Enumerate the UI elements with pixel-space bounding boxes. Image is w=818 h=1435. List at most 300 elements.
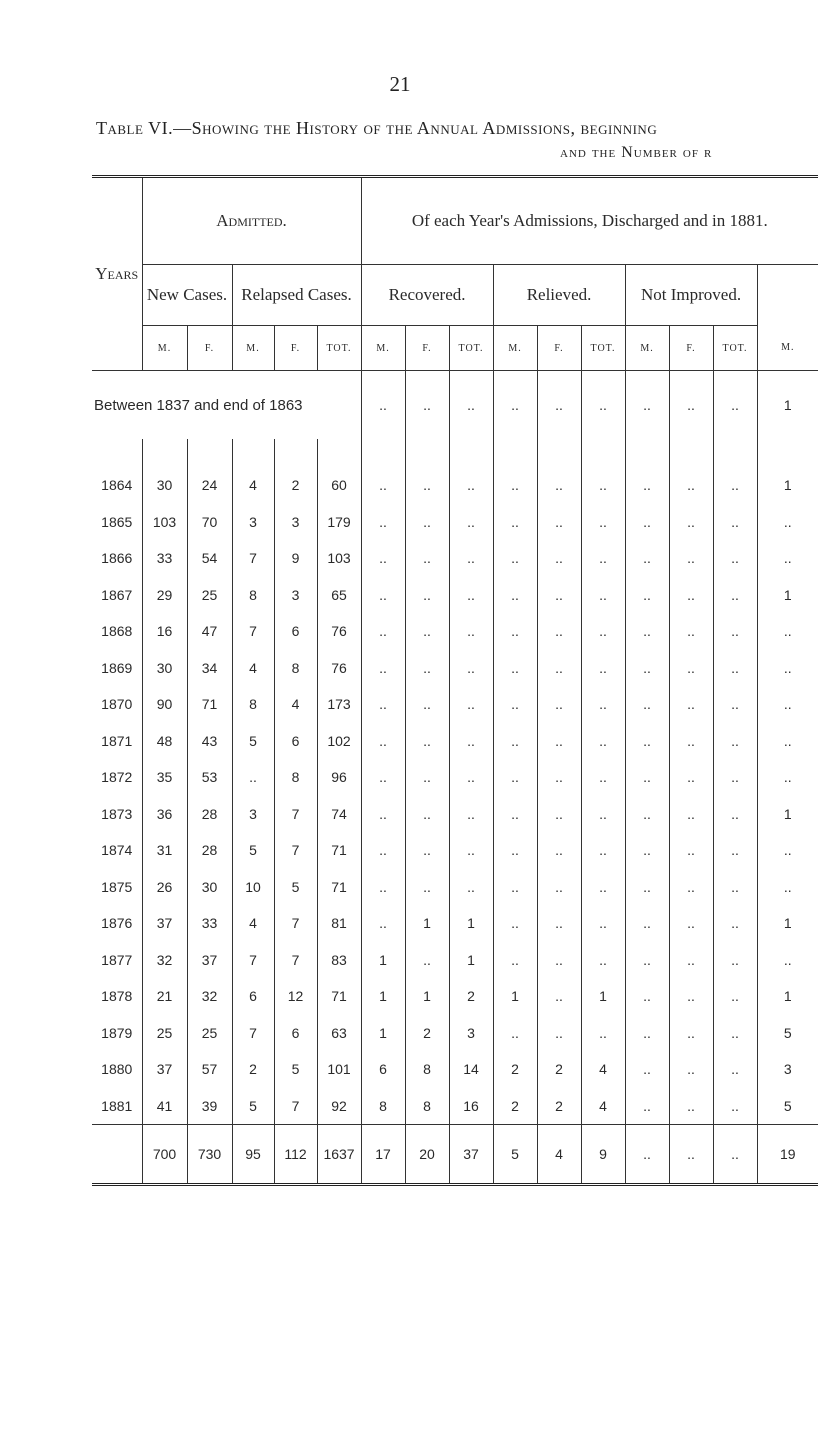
table-cell: 65 xyxy=(317,577,361,614)
table-cell: .. xyxy=(669,723,713,760)
table-cell: .. xyxy=(361,832,405,869)
table-cell: 1 xyxy=(493,978,537,1015)
total-cell: 112 xyxy=(274,1125,317,1185)
table-cell: .. xyxy=(537,723,581,760)
table-cell: .. xyxy=(537,613,581,650)
table-cell: 24 xyxy=(187,467,232,504)
table-cell: .. xyxy=(669,613,713,650)
table-cell: 2 xyxy=(449,978,493,1015)
table-cell: .. xyxy=(625,905,669,942)
table-cell: .. xyxy=(537,540,581,577)
table-cell: .. xyxy=(361,613,405,650)
table-cell: 101 xyxy=(317,1051,361,1088)
table-cell: .. xyxy=(361,686,405,723)
table-cell: 1 xyxy=(405,978,449,1015)
table-cell: .. xyxy=(669,1015,713,1052)
table-cell: 3 xyxy=(449,1015,493,1052)
table-cell: .. xyxy=(581,577,625,614)
between-label: Between 1837 and end of 1863 xyxy=(94,396,303,414)
table-cell: .. xyxy=(361,759,405,796)
table-cell: .. xyxy=(493,504,537,541)
year-cell: 1866 xyxy=(101,550,133,567)
table-cell: 63 xyxy=(317,1015,361,1052)
table-cell: 5 xyxy=(232,723,274,760)
table-cell: .. xyxy=(757,723,818,760)
table-cell: .. xyxy=(669,577,713,614)
table-cell: .. xyxy=(625,1088,669,1125)
table-cell: 76 xyxy=(317,613,361,650)
total-cell: 95 xyxy=(232,1125,274,1185)
table-cell: .. xyxy=(493,942,537,979)
table-cell: 33 xyxy=(142,540,187,577)
between-row xyxy=(92,371,818,440)
year-cell: 1881 xyxy=(101,1097,133,1114)
table-cell: .. xyxy=(581,723,625,760)
table-cell: .. xyxy=(493,371,537,440)
col-m: M. xyxy=(493,326,537,371)
total-cell: .. xyxy=(625,1125,669,1185)
table-cell: 83 xyxy=(317,942,361,979)
table-row xyxy=(92,942,818,979)
table-cell: .. xyxy=(449,577,493,614)
table-cell: .. xyxy=(537,577,581,614)
table-cell: .. xyxy=(405,577,449,614)
table-cell: .. xyxy=(713,467,757,504)
table-row xyxy=(92,978,818,1015)
table-cell: 33 xyxy=(187,905,232,942)
table-cell: .. xyxy=(669,1088,713,1125)
totals-label-cell xyxy=(92,1125,142,1185)
table-cell: .. xyxy=(625,504,669,541)
table-cell: .. xyxy=(449,504,493,541)
table-cell: 5 xyxy=(232,1088,274,1125)
table-cell: .. xyxy=(713,504,757,541)
table-cell: 81 xyxy=(317,905,361,942)
table-cell: .. xyxy=(669,978,713,1015)
table-caption: Table VI.—Showing the History of the Annual Admissions, beginning xyxy=(96,118,658,138)
table-row xyxy=(92,1051,818,1088)
table-row xyxy=(92,869,818,906)
table-cell: 90 xyxy=(142,686,187,723)
col-f: F. xyxy=(274,326,317,371)
table-cell: .. xyxy=(625,686,669,723)
table-cell: .. xyxy=(361,723,405,760)
table-cell: .. xyxy=(449,467,493,504)
table-cell: .. xyxy=(493,577,537,614)
year-cell: 1877 xyxy=(101,951,133,968)
total-cell: 37 xyxy=(449,1125,493,1185)
table-cell: 36 xyxy=(142,796,187,833)
col-m: M. xyxy=(625,326,669,371)
table-cell: 30 xyxy=(142,650,187,687)
table-cell: .. xyxy=(713,1088,757,1125)
table-cell: .. xyxy=(405,504,449,541)
table-cell: 3 xyxy=(274,577,317,614)
table-cell: .. xyxy=(405,540,449,577)
table-cell: .. xyxy=(493,650,537,687)
table-cell: 1 xyxy=(581,978,625,1015)
total-cell: 5 xyxy=(493,1125,537,1185)
table-cell: 5 xyxy=(232,832,274,869)
table-cell: .. xyxy=(449,686,493,723)
table-cell: .. xyxy=(713,1015,757,1052)
table-cell: .. xyxy=(493,759,537,796)
table-cell: 7 xyxy=(274,1088,317,1125)
table-cell: 7 xyxy=(232,1015,274,1052)
not-improved-header: Not Improved. xyxy=(625,265,757,326)
table-cell: .. xyxy=(713,978,757,1015)
year-cell: 1873 xyxy=(101,805,133,822)
table-cell: 57 xyxy=(187,1051,232,1088)
table-cell: .. xyxy=(449,796,493,833)
table-cell: .. xyxy=(493,723,537,760)
table-cell: .. xyxy=(713,371,757,440)
admissions-table xyxy=(92,175,818,1186)
table-cell: 4 xyxy=(581,1051,625,1088)
table-cell: 8 xyxy=(405,1051,449,1088)
table-cell: 32 xyxy=(187,978,232,1015)
table-cell: .. xyxy=(669,371,713,440)
table-cell: .. xyxy=(625,832,669,869)
table-caption-continued: and the Number of r xyxy=(560,144,713,161)
col-f: F. xyxy=(187,326,232,371)
table-cell: 1 xyxy=(361,1015,405,1052)
table-cell: 92 xyxy=(317,1088,361,1125)
spacer-row xyxy=(92,439,818,467)
table-row xyxy=(92,686,818,723)
year-cell: 1878 xyxy=(101,988,133,1005)
year-cell: 1874 xyxy=(101,842,133,859)
table-cell: 96 xyxy=(317,759,361,796)
table-cell: .. xyxy=(581,832,625,869)
table-row xyxy=(92,832,818,869)
table-cell: 7 xyxy=(274,832,317,869)
table-cell: .. xyxy=(361,869,405,906)
table-cell: 8 xyxy=(361,1088,405,1125)
table-cell: 16 xyxy=(449,1088,493,1125)
table-row xyxy=(92,905,818,942)
table-row xyxy=(92,467,818,504)
table-cell: .. xyxy=(537,942,581,979)
table-cell: 30 xyxy=(142,467,187,504)
blank-header xyxy=(757,265,818,326)
relapsed-cases-header: Relapsed Cases. xyxy=(232,265,361,326)
table-cell: 37 xyxy=(187,942,232,979)
table-cell: 71 xyxy=(187,686,232,723)
table-cell: 5 xyxy=(274,1051,317,1088)
table-cell: .. xyxy=(757,869,818,906)
year-cell: 1870 xyxy=(101,696,133,713)
table-cell: 48 xyxy=(142,723,187,760)
table-row xyxy=(92,540,818,577)
admitted-header: Admitted. xyxy=(142,177,361,265)
year-cell: 1872 xyxy=(101,769,133,786)
table-cell: 103 xyxy=(142,504,187,541)
table-cell: 12 xyxy=(274,978,317,1015)
total-cell: .. xyxy=(713,1125,757,1185)
table-cell: .. xyxy=(581,942,625,979)
table-cell: 7 xyxy=(232,540,274,577)
table-cell: 31 xyxy=(142,832,187,869)
year-cell: 1875 xyxy=(101,878,133,895)
table-cell: .. xyxy=(405,759,449,796)
table-cell: .. xyxy=(537,832,581,869)
table-cell: 26 xyxy=(142,869,187,906)
table-cell: .. xyxy=(713,869,757,906)
table-cell: 1 xyxy=(757,371,818,440)
table-cell: 5 xyxy=(757,1088,818,1125)
table-row xyxy=(92,650,818,687)
table-cell: 8 xyxy=(405,1088,449,1125)
table-cell: 39 xyxy=(187,1088,232,1125)
table-cell: .. xyxy=(581,796,625,833)
table-cell: .. xyxy=(581,650,625,687)
table-cell: .. xyxy=(361,467,405,504)
year-cell: 1879 xyxy=(101,1024,133,1041)
table-cell: .. xyxy=(581,371,625,440)
table-cell: 102 xyxy=(317,723,361,760)
table-cell: .. xyxy=(537,686,581,723)
table-cell: .. xyxy=(405,686,449,723)
total-cell: 20 xyxy=(405,1125,449,1185)
table-cell: .. xyxy=(493,540,537,577)
table-cell: 1 xyxy=(361,942,405,979)
year-cell: 1876 xyxy=(101,915,133,932)
table-cell: .. xyxy=(669,759,713,796)
table-cell: .. xyxy=(669,905,713,942)
table-cell: .. xyxy=(757,504,818,541)
table-cell: 74 xyxy=(317,796,361,833)
table-cell: 4 xyxy=(232,650,274,687)
table-cell: .. xyxy=(625,869,669,906)
table-cell: .. xyxy=(625,650,669,687)
table-cell: 3 xyxy=(232,504,274,541)
col-m: M. xyxy=(757,326,818,371)
table-row xyxy=(92,504,818,541)
table-cell: .. xyxy=(405,613,449,650)
table-cell: 70 xyxy=(187,504,232,541)
year-cell: 1880 xyxy=(101,1061,133,1078)
table-cell: .. xyxy=(537,759,581,796)
col-m: M. xyxy=(142,326,187,371)
table-cell: .. xyxy=(232,759,274,796)
table-cell: .. xyxy=(493,905,537,942)
table-cell: 6 xyxy=(274,1015,317,1052)
year-cell: 1868 xyxy=(101,623,133,640)
table-cell: 16 xyxy=(142,613,187,650)
table-cell: 8 xyxy=(274,759,317,796)
table-cell: .. xyxy=(713,540,757,577)
table-cell: .. xyxy=(581,504,625,541)
table-cell: .. xyxy=(713,577,757,614)
table-cell: .. xyxy=(361,650,405,687)
table-cell: .. xyxy=(537,371,581,440)
table-cell: 5 xyxy=(274,869,317,906)
year-cell: 1864 xyxy=(101,477,133,494)
table-cell: .. xyxy=(669,540,713,577)
table-cell: 4 xyxy=(232,905,274,942)
recovered-header: Recovered. xyxy=(361,265,493,326)
table-cell: .. xyxy=(449,371,493,440)
table-cell: .. xyxy=(625,796,669,833)
col-f: F. xyxy=(669,326,713,371)
table-cell: .. xyxy=(713,832,757,869)
table-cell: .. xyxy=(449,759,493,796)
table-cell: .. xyxy=(625,723,669,760)
table-cell: 1 xyxy=(757,905,818,942)
table-cell: .. xyxy=(361,577,405,614)
table-cell: 5 xyxy=(757,1015,818,1052)
table-cell: .. xyxy=(669,686,713,723)
table-cell: 103 xyxy=(317,540,361,577)
table-cell: .. xyxy=(493,869,537,906)
table-cell: .. xyxy=(361,796,405,833)
table-cell: .. xyxy=(405,371,449,440)
table-cell: 41 xyxy=(142,1088,187,1125)
table-cell: .. xyxy=(581,1015,625,1052)
table-cell: .. xyxy=(405,796,449,833)
totals-row xyxy=(92,1125,818,1185)
table-cell: 2 xyxy=(274,467,317,504)
table-cell: .. xyxy=(449,613,493,650)
table-cell: .. xyxy=(449,723,493,760)
table-cell: .. xyxy=(757,832,818,869)
col-tot: TOT. xyxy=(713,326,757,371)
table-cell: 8 xyxy=(232,577,274,614)
total-cell: 730 xyxy=(187,1125,232,1185)
table-cell: 179 xyxy=(317,504,361,541)
table-cell: 3 xyxy=(274,504,317,541)
table-cell: 28 xyxy=(187,796,232,833)
table-cell: 21 xyxy=(142,978,187,1015)
table-row xyxy=(92,577,818,614)
table-cell: 25 xyxy=(187,1015,232,1052)
table-cell: 7 xyxy=(274,796,317,833)
table-cell: .. xyxy=(625,540,669,577)
table-cell: .. xyxy=(625,1051,669,1088)
table-cell: 4 xyxy=(274,686,317,723)
table-cell: 8 xyxy=(232,686,274,723)
table-cell: .. xyxy=(405,650,449,687)
table-cell: .. xyxy=(537,467,581,504)
table-cell: .. xyxy=(713,942,757,979)
table-cell: .. xyxy=(493,832,537,869)
discharged-header: Of each Year's Admissions, Discharged and in 1881. xyxy=(361,177,818,265)
table-row xyxy=(92,723,818,760)
table-cell: .. xyxy=(537,978,581,1015)
table-cell: 1 xyxy=(757,796,818,833)
table-cell: .. xyxy=(581,759,625,796)
table-cell: .. xyxy=(361,540,405,577)
table-cell: .. xyxy=(625,759,669,796)
table-cell: .. xyxy=(493,467,537,504)
table-cell: .. xyxy=(493,686,537,723)
table-cell: 2 xyxy=(493,1088,537,1125)
table-cell: .. xyxy=(405,942,449,979)
table-cell: .. xyxy=(669,832,713,869)
table-cell: 37 xyxy=(142,1051,187,1088)
table-cell: 7 xyxy=(274,905,317,942)
table-cell: 9 xyxy=(274,540,317,577)
table-cell: .. xyxy=(405,869,449,906)
table-cell: .. xyxy=(757,540,818,577)
table-cell: .. xyxy=(581,613,625,650)
table-cell: .. xyxy=(493,796,537,833)
table-cell: 47 xyxy=(187,613,232,650)
table-cell: .. xyxy=(405,832,449,869)
table-cell: .. xyxy=(361,371,405,440)
table-cell: 4 xyxy=(232,467,274,504)
col-m: M. xyxy=(361,326,405,371)
table-cell: .. xyxy=(405,467,449,504)
table-cell: .. xyxy=(669,869,713,906)
total-cell: 9 xyxy=(581,1125,625,1185)
table-cell: .. xyxy=(537,650,581,687)
table-cell: .. xyxy=(713,905,757,942)
table-cell: 8 xyxy=(274,650,317,687)
table-row xyxy=(92,1015,818,1052)
table-cell: .. xyxy=(537,1015,581,1052)
year-cell: 1871 xyxy=(101,732,133,749)
table-cell: 76 xyxy=(317,650,361,687)
table-cell: .. xyxy=(625,467,669,504)
table-cell: .. xyxy=(449,540,493,577)
new-cases-header: New Cases. xyxy=(142,265,232,326)
col-m: M. xyxy=(232,326,274,371)
table-row xyxy=(92,613,818,650)
table-cell: .. xyxy=(581,540,625,577)
table-cell: .. xyxy=(757,686,818,723)
table-cell: .. xyxy=(713,723,757,760)
table-row xyxy=(92,796,818,833)
table-cell: 53 xyxy=(187,759,232,796)
table-cell: .. xyxy=(581,869,625,906)
table-cell: 6 xyxy=(361,1051,405,1088)
table-cell: 71 xyxy=(317,978,361,1015)
table-cell: .. xyxy=(713,613,757,650)
table-cell: .. xyxy=(713,650,757,687)
table-cell: .. xyxy=(669,1051,713,1088)
table-cell: 28 xyxy=(187,832,232,869)
table-cell: .. xyxy=(669,504,713,541)
table-cell: .. xyxy=(581,467,625,504)
total-cell: 1637 xyxy=(317,1125,361,1185)
table-cell: 2 xyxy=(493,1051,537,1088)
total-cell: .. xyxy=(669,1125,713,1185)
table-cell: .. xyxy=(625,613,669,650)
table-cell: 32 xyxy=(142,942,187,979)
col-tot: TOT. xyxy=(317,326,361,371)
table-cell: 71 xyxy=(317,832,361,869)
total-cell: 700 xyxy=(142,1125,187,1185)
table-cell: .. xyxy=(493,1015,537,1052)
table-cell: 7 xyxy=(232,613,274,650)
table-cell: 3 xyxy=(757,1051,818,1088)
years-header: Years xyxy=(92,177,142,371)
table-cell: 43 xyxy=(187,723,232,760)
table-cell: .. xyxy=(757,942,818,979)
table-cell: 6 xyxy=(274,723,317,760)
table-cell: .. xyxy=(669,467,713,504)
table-cell: .. xyxy=(449,869,493,906)
table-cell: .. xyxy=(537,905,581,942)
table-cell: .. xyxy=(757,650,818,687)
table-cell: .. xyxy=(581,686,625,723)
table-cell: .. xyxy=(537,504,581,541)
table-cell: .. xyxy=(713,796,757,833)
table-cell: 14 xyxy=(449,1051,493,1088)
table-cell: .. xyxy=(757,613,818,650)
